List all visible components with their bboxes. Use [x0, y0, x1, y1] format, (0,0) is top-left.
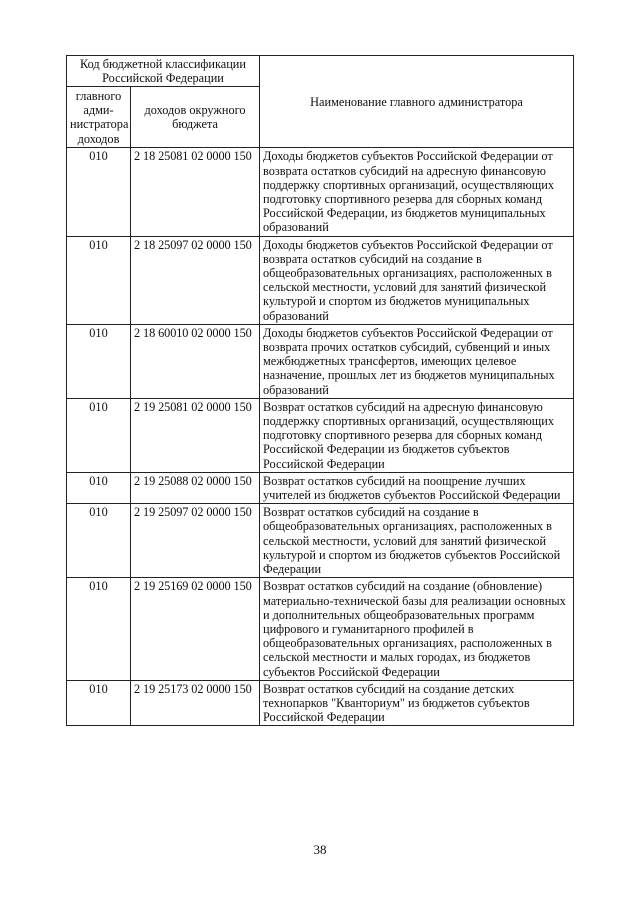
table-row: [67, 148, 574, 236]
admin-code-cell: 010: [67, 472, 131, 503]
budget-classification-table: [66, 55, 574, 726]
admin-code-cell: 010: [67, 324, 131, 398]
revenue-code-cell: 2 19 25097 02 0000 150: [131, 504, 260, 578]
admin-code-cell: 010: [67, 148, 131, 236]
revenue-code-cell: 2 19 25169 02 0000 150: [131, 578, 260, 680]
header-group-cell: Код бюджетной классификации Российской Федерации: [67, 56, 260, 87]
revenue-code-cell: 2 18 25081 02 0000 150: [131, 148, 260, 236]
revenue-code-cell: 2 19 25081 02 0000 150: [131, 398, 260, 472]
admin-code-cell: 010: [67, 680, 131, 726]
administrator-name-cell: Возврат остатков субсидий на создание (обновление) материально-технической базы для реализации основных и дополнительных общеобразовательных программ цифрового и гуманитарного профилей в общеобразовательных организациях, расположенных в сельской местности и малых городах, из бюджетов субъектов Российской Федерации: [260, 578, 574, 680]
table-row: [67, 472, 574, 503]
table-row: [67, 324, 574, 398]
table-row: [67, 578, 574, 680]
revenue-code-cell: 2 19 25088 02 0000 150: [131, 472, 260, 503]
header-code-cell: доходов окружного бюджета: [131, 87, 260, 148]
administrator-name-cell: Возврат остатков субсидий на адресную финансовую поддержку спортивных организаций, осуществляющих подготовку спортивного резерва для сборных команд Российской Федерации из бюджетов субъектов Российской Федерации: [260, 398, 574, 472]
administrator-name-cell: Возврат остатков субсидий на создание детских технопарков "Кванториум" из бюджетов субъектов Российской Федерации: [260, 680, 574, 726]
admin-code-cell: 010: [67, 398, 131, 472]
page-number: 38: [313, 842, 327, 857]
administrator-name-cell: Возврат остатков субсидий на создание в общеобразовательных организациях, расположенных в сельской местности, условий для занятий физической культурой и спортом из бюджетов субъектов Российской Федерации: [260, 504, 574, 578]
table-row: [67, 504, 574, 578]
administrator-name-cell: Возврат остатков субсидий на поощрение лучших учителей из бюджетов субъектов Российской Федерации: [260, 472, 574, 503]
table-header-row: [67, 56, 574, 87]
administrator-name-cell: Доходы бюджетов субъектов Российской Федерации от возврата остатков субсидий на адресную финансовую поддержку спортивных организаций, осуществляющих подготовку спортивного резерва для сборных команд Российской Федерации, из бюджетов муниципальных образований: [260, 148, 574, 236]
table-row: [67, 680, 574, 726]
table-body: [67, 148, 574, 726]
administrator-name-cell: Доходы бюджетов субъектов Российской Федерации от возврата прочих остатков субсидий, субвенций и иных межбюджетных трансфертов, имеющих целевое назначение, прошлых лет из бюджетов муниципальных образований: [260, 324, 574, 398]
header-admin-cell: главного адми-нистратора доходов: [67, 87, 131, 148]
table-row: [67, 236, 574, 324]
admin-code-cell: 010: [67, 236, 131, 324]
header-name-cell: Наименование главного администратора: [260, 56, 574, 148]
revenue-code-cell: 2 18 60010 02 0000 150: [131, 324, 260, 398]
revenue-code-cell: 2 19 25173 02 0000 150: [131, 680, 260, 726]
admin-code-cell: 010: [67, 504, 131, 578]
table-row: [67, 398, 574, 472]
administrator-name-cell: Доходы бюджетов субъектов Российской Федерации от возврата остатков субсидий на создание в общеобразовательных организациях, расположенных в сельской местности, условий для занятий физической культурой и спортом из бюджетов муниципальных образований: [260, 236, 574, 324]
revenue-code-cell: 2 18 25097 02 0000 150: [131, 236, 260, 324]
admin-code-cell: 010: [67, 578, 131, 680]
